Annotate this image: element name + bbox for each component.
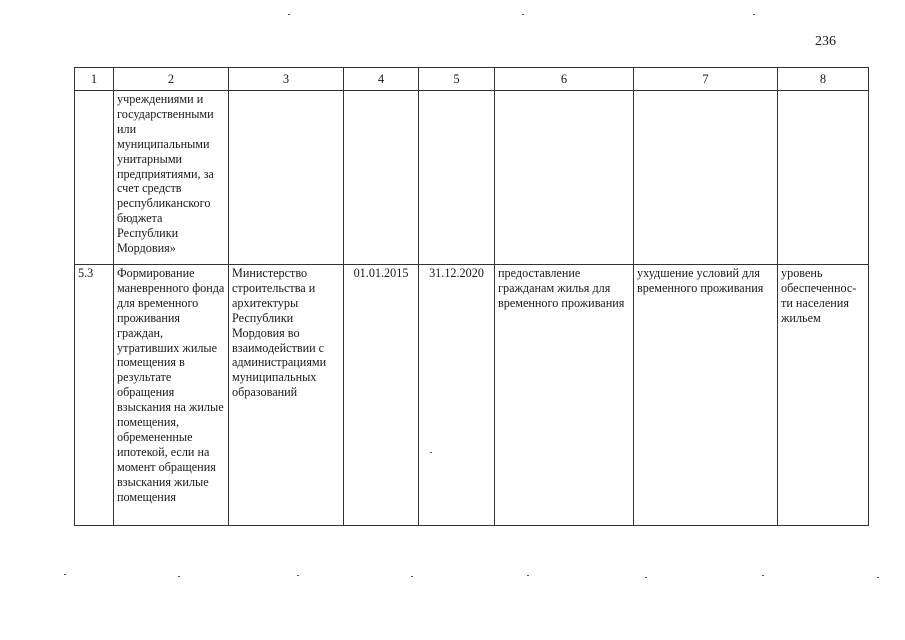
header-cell: 6 — [495, 68, 634, 91]
table-header-row — [75, 68, 869, 91]
header-cell: 3 — [229, 68, 344, 91]
end-date-cell: 31.12.2020 — [419, 265, 495, 526]
expected-result-cell — [495, 91, 634, 265]
scan-speck — [522, 14, 524, 15]
consequences-cell: ухудшение условий для временного проживания — [634, 265, 778, 526]
header-cell: 5 — [419, 68, 495, 91]
start-date-cell: 01.01.2015 — [344, 265, 419, 526]
scan-speck — [288, 14, 290, 15]
indicator-cell — [778, 91, 869, 265]
expected-result-cell: предоставление гражданам жилья для временного проживания — [495, 265, 634, 526]
row-number-cell: 5.3 — [75, 265, 114, 526]
executor-cell: Министерство строительства и архитектуры Республики Мордовия во взаимодействии с администрациями муниципальных образований — [229, 265, 344, 526]
header-cell: 7 — [634, 68, 778, 91]
scan-speck — [877, 577, 879, 578]
row-number-cell — [75, 91, 114, 265]
header-cell: 8 — [778, 68, 869, 91]
measure-name-cell: учреждениями и государственными или муниципальными унитарными предприятиями, за счет средств республиканского бюджета Республики Мордовия» — [114, 91, 229, 265]
scan-speck — [430, 452, 432, 453]
scan-speck — [527, 575, 529, 576]
scan-speck — [753, 14, 755, 15]
measure-name-cell: Формирование маневренного фонда для временного проживания граждан, утративших жилые помещения в результате обращения взыскания на жилые помещения, обремененные ипотекой, если на момент обращения взыскания жилые помещения — [114, 265, 229, 526]
scan-speck — [178, 576, 180, 577]
executor-cell — [229, 91, 344, 265]
end-date-cell — [419, 91, 495, 265]
consequences-cell — [634, 91, 778, 265]
header-cell: 4 — [344, 68, 419, 91]
document-table — [74, 67, 869, 526]
scan-speck — [297, 575, 299, 576]
header-cell: 2 — [114, 68, 229, 91]
start-date-cell — [344, 91, 419, 265]
scan-speck — [762, 575, 764, 576]
indicator-cell: уровень обеспеченнос-ти населения жильем — [778, 265, 869, 526]
scan-speck — [64, 574, 66, 575]
table-row — [75, 91, 869, 265]
table-row — [75, 265, 869, 526]
header-cell: 1 — [75, 68, 114, 91]
page-number: 236 — [815, 34, 836, 49]
scan-speck — [411, 576, 413, 577]
scan-speck — [645, 577, 647, 578]
